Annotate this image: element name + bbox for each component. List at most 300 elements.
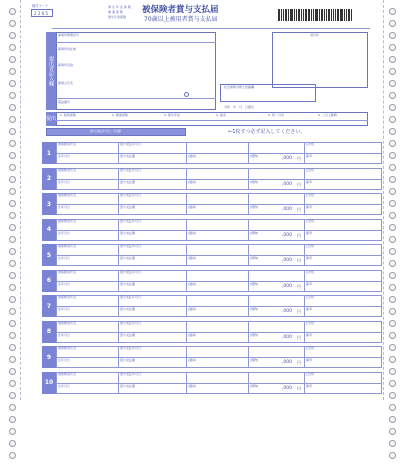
barcode-bar bbox=[294, 9, 295, 21]
row-col-line bbox=[304, 372, 305, 394]
barcode-bar bbox=[283, 9, 284, 21]
row-divider bbox=[56, 357, 382, 358]
left-feed-holes bbox=[9, 8, 17, 464]
row-divider bbox=[56, 179, 382, 180]
name-label: 被保険者氏名 bbox=[58, 218, 77, 223]
amount-label: 賞与支払額 bbox=[120, 205, 136, 209]
row-col-line bbox=[304, 168, 305, 190]
feed-hole bbox=[9, 272, 16, 279]
feed-hole bbox=[389, 56, 396, 63]
birth-label: 生年月日 bbox=[58, 383, 71, 388]
feed-hole bbox=[9, 92, 16, 99]
amount-label: 賞与支払額 bbox=[120, 332, 136, 337]
barcode-bar bbox=[315, 9, 318, 21]
barcode-bar bbox=[296, 9, 297, 21]
total-label: (合計) bbox=[306, 346, 315, 350]
row-col-line bbox=[186, 193, 187, 215]
birth-label: 生年月日 bbox=[58, 332, 71, 337]
feed-hole bbox=[389, 104, 396, 111]
option-2[interactable]: 2. 健康保険 bbox=[112, 113, 128, 117]
total-label: (合計) bbox=[306, 269, 315, 274]
currency-label: (通貨) bbox=[188, 179, 197, 184]
amount-unit: ,000 bbox=[282, 309, 293, 314]
owner-name-label: 事業主氏名 bbox=[58, 81, 74, 85]
row-number: 9 bbox=[42, 346, 56, 368]
currency-label: (通貨) bbox=[188, 358, 197, 362]
goods-label: (現物) bbox=[250, 307, 259, 311]
currency-label: (通貨) bbox=[188, 281, 197, 286]
row-number: 5 bbox=[42, 244, 56, 266]
total-label: (合計) bbox=[306, 193, 315, 197]
feed-hole bbox=[9, 56, 16, 63]
feed-hole bbox=[9, 284, 16, 291]
date-label: 賞与支払年月日 bbox=[120, 295, 142, 299]
row-number: 2 bbox=[42, 168, 56, 190]
feed-hole bbox=[389, 8, 396, 15]
barcode-bar bbox=[331, 9, 332, 21]
feed-hole bbox=[389, 80, 396, 87]
total-label: (合計) bbox=[306, 142, 315, 146]
barcode-bar bbox=[328, 9, 330, 21]
employee-row bbox=[42, 244, 382, 266]
feed-hole bbox=[389, 164, 396, 171]
barcode-bar bbox=[344, 9, 345, 21]
feed-hole bbox=[389, 284, 396, 291]
row-col-line bbox=[304, 244, 305, 266]
row-divider bbox=[56, 204, 382, 205]
options-divider bbox=[56, 120, 368, 121]
goods-label: (現物) bbox=[250, 383, 259, 388]
row-col-line bbox=[186, 346, 187, 368]
amount-unit: ,000 bbox=[282, 283, 293, 289]
barcode-bar bbox=[285, 9, 287, 21]
barcode-bar bbox=[326, 9, 327, 21]
feed-hole bbox=[9, 380, 16, 387]
yen-label: 円 bbox=[297, 385, 301, 391]
amount-unit: ,000 bbox=[282, 334, 293, 340]
amount-unit: ,000 bbox=[282, 385, 293, 391]
feed-hole bbox=[9, 164, 16, 171]
feed-hole bbox=[389, 272, 396, 279]
amount-unit: ,000 bbox=[282, 360, 293, 365]
office-symbol-label: 事業所整理記号 bbox=[58, 33, 80, 37]
currency-label: (通貨) bbox=[188, 205, 197, 209]
total-label: (合計) bbox=[306, 371, 315, 376]
yen-label: 円 bbox=[297, 258, 301, 263]
row-col-line bbox=[186, 219, 187, 241]
amount-unit: ,000 bbox=[282, 258, 293, 263]
left-perforation bbox=[20, 0, 21, 400]
feed-hole bbox=[389, 332, 396, 339]
feed-hole bbox=[9, 116, 16, 123]
row-divider bbox=[56, 383, 382, 384]
birth-label: 生年月日 bbox=[58, 281, 71, 286]
barcode-bar bbox=[335, 9, 336, 21]
feed-hole bbox=[389, 392, 396, 399]
total-label: (合計) bbox=[306, 244, 315, 248]
barcode-bar bbox=[305, 9, 307, 21]
row-col-line bbox=[248, 142, 249, 164]
total-label: (合計) bbox=[306, 320, 315, 325]
amount-unit: ,000 bbox=[282, 156, 293, 161]
feed-hole bbox=[389, 188, 396, 195]
row-number: 1 bbox=[42, 142, 56, 164]
row-col-line bbox=[248, 244, 249, 266]
birth-label: 生年月日 bbox=[58, 230, 71, 235]
feed-hole bbox=[9, 344, 16, 351]
row-col-line bbox=[304, 219, 305, 241]
employee-row bbox=[42, 168, 382, 190]
goods-label: (現物) bbox=[250, 154, 259, 158]
feed-hole bbox=[389, 200, 396, 207]
remarks-label: 備考 bbox=[306, 383, 313, 388]
feed-hole bbox=[9, 440, 16, 447]
feed-hole bbox=[389, 128, 396, 135]
currency-label: (通貨) bbox=[188, 383, 197, 388]
date-label: 賞与支払年月日 bbox=[120, 142, 142, 146]
yen-label: 円 bbox=[297, 181, 301, 187]
right-feed-holes bbox=[389, 8, 397, 464]
barcode-bar bbox=[290, 9, 293, 21]
authority-line-1: 厚 生 年 金 保 険 bbox=[108, 5, 131, 9]
employee-row bbox=[42, 193, 382, 215]
currency-label: (通貨) bbox=[188, 307, 197, 311]
row-number: 8 bbox=[42, 321, 56, 343]
phone-label: 電話番号 bbox=[58, 100, 71, 104]
feed-hole bbox=[9, 404, 16, 411]
employee-row bbox=[42, 372, 382, 394]
feed-hole bbox=[389, 452, 396, 459]
goods-label: (現物) bbox=[250, 281, 259, 286]
feed-hole bbox=[389, 404, 396, 411]
barcode-bar bbox=[301, 9, 302, 21]
feed-hole bbox=[389, 356, 396, 363]
row-col-line bbox=[186, 321, 187, 343]
barcode-bar bbox=[281, 9, 282, 21]
barcode-bar bbox=[351, 9, 352, 21]
row-divider bbox=[56, 281, 382, 282]
notice-text: ←1枚すつ必ず記入してください。 bbox=[228, 129, 306, 135]
row-col-line bbox=[118, 346, 119, 368]
feed-hole bbox=[9, 104, 16, 111]
barcode-bar bbox=[324, 9, 325, 21]
feed-hole bbox=[389, 44, 396, 51]
feed-hole bbox=[9, 140, 16, 147]
total-label: (合計) bbox=[306, 295, 315, 299]
feed-hole bbox=[389, 260, 396, 267]
feed-hole bbox=[9, 320, 16, 327]
feed-hole bbox=[389, 368, 396, 375]
remarks-label: 備考 bbox=[306, 281, 313, 286]
name-label: 被保険者氏名 bbox=[58, 167, 77, 172]
row-divider bbox=[56, 255, 382, 256]
yen-label: 円 bbox=[297, 309, 301, 314]
barcode-bar bbox=[348, 9, 350, 21]
feed-hole bbox=[389, 428, 396, 435]
submitter-band: 提出者記入欄 bbox=[46, 32, 56, 110]
date-label: 賞与支払年月日 bbox=[120, 269, 142, 274]
feed-hole bbox=[389, 440, 396, 447]
amount-label: 賞与支払額 bbox=[120, 256, 136, 260]
amount-unit: ,000 bbox=[282, 207, 293, 212]
feed-hole bbox=[9, 152, 16, 159]
feed-hole bbox=[9, 188, 16, 195]
remarks-label: 備考 bbox=[306, 358, 313, 362]
currency-label: (通貨) bbox=[188, 256, 197, 260]
feed-hole bbox=[389, 92, 396, 99]
submitter-divider-2 bbox=[56, 98, 216, 99]
row-col-line bbox=[304, 142, 305, 164]
row-col-line bbox=[186, 142, 187, 164]
feed-hole bbox=[389, 236, 396, 243]
date-label: 賞与支払年月日 bbox=[120, 193, 142, 197]
row-col-line bbox=[118, 321, 119, 343]
yen-label: 円 bbox=[297, 207, 301, 212]
barcode-bar bbox=[340, 9, 343, 21]
row-col-line bbox=[186, 270, 187, 292]
row-col-line bbox=[248, 193, 249, 215]
employee-row bbox=[42, 142, 382, 164]
remarks-label: 備考 bbox=[306, 332, 313, 337]
office-name-label: 事業所名称 bbox=[58, 63, 74, 67]
row-divider bbox=[56, 306, 382, 307]
total-label: (合計) bbox=[306, 218, 315, 223]
date-label: 賞与支払年月日 bbox=[120, 244, 142, 248]
row-col-line bbox=[248, 270, 249, 292]
row-divider bbox=[56, 153, 382, 154]
feed-hole bbox=[9, 356, 16, 363]
authority-line-3: 厚生年金保険 bbox=[108, 15, 127, 19]
birth-label: 生年月日 bbox=[58, 179, 71, 184]
feed-hole bbox=[9, 452, 16, 459]
row-col-line bbox=[118, 168, 119, 190]
name-label: 被保険者氏名 bbox=[58, 269, 77, 274]
row-col-line bbox=[118, 193, 119, 215]
barcode-bar bbox=[321, 9, 323, 21]
row-col-line bbox=[304, 346, 305, 368]
row-col-line bbox=[304, 321, 305, 343]
row-col-line bbox=[186, 168, 187, 190]
row-divider bbox=[56, 230, 382, 231]
row-col-line bbox=[118, 372, 119, 394]
goods-label: (現物) bbox=[250, 205, 259, 209]
row-col-line bbox=[118, 295, 119, 317]
amount-unit: ,000 bbox=[282, 232, 293, 238]
feed-hole bbox=[389, 320, 396, 327]
row-col-line bbox=[248, 295, 249, 317]
row-col-line bbox=[118, 270, 119, 292]
barcode-bar bbox=[298, 9, 300, 21]
row-col-line bbox=[248, 372, 249, 394]
feed-hole bbox=[9, 308, 16, 315]
name-label: 被保険者氏名 bbox=[58, 346, 77, 350]
option-6[interactable]: 6. 二以上勤務 bbox=[318, 113, 337, 117]
date-label: 賞与支払年月日 bbox=[120, 346, 142, 350]
birth-label: 生年月日 bbox=[58, 154, 71, 158]
currency-label: (通貨) bbox=[188, 332, 197, 337]
feed-hole bbox=[389, 224, 396, 231]
feed-hole bbox=[9, 392, 16, 399]
feed-hole bbox=[9, 44, 16, 51]
date-label: 賞与支払年月日 bbox=[120, 371, 142, 376]
row-col-line bbox=[248, 219, 249, 241]
feed-hole bbox=[9, 8, 16, 15]
feed-hole bbox=[389, 248, 396, 255]
name-label: 被保険者氏名 bbox=[58, 142, 77, 146]
total-label: (合計) bbox=[306, 167, 315, 172]
feed-hole bbox=[9, 20, 16, 27]
form-title: 被保険者賞与支払届 bbox=[142, 5, 219, 15]
amount-label: 賞与支払額 bbox=[120, 383, 136, 388]
currency-label: (通貨) bbox=[188, 230, 197, 235]
feed-hole bbox=[9, 68, 16, 75]
feed-hole bbox=[389, 152, 396, 159]
feed-hole bbox=[9, 212, 16, 219]
feed-hole bbox=[9, 176, 16, 183]
remarks-label: 備考 bbox=[306, 154, 313, 158]
remarks-label: 備考 bbox=[306, 307, 313, 311]
receipt-label: 受付印 bbox=[310, 33, 320, 37]
submitter-divider-1 bbox=[56, 42, 216, 43]
options-band: 提出 bbox=[46, 112, 56, 126]
amount-label: 賞与支払額 bbox=[120, 179, 136, 184]
feed-hole bbox=[9, 80, 16, 87]
office-address-label: 事業所所在地 bbox=[58, 47, 77, 51]
feed-hole bbox=[389, 212, 396, 219]
name-label: 被保険者氏名 bbox=[58, 371, 77, 376]
name-label: 被保険者氏名 bbox=[58, 244, 77, 248]
barcode-bar bbox=[303, 9, 304, 21]
feed-hole bbox=[389, 68, 396, 75]
feed-hole bbox=[9, 296, 16, 303]
option-3[interactable]: 3. 厚生年金 bbox=[164, 113, 180, 117]
barcode-bar bbox=[311, 9, 312, 21]
authority-line-2: 健 康 保 険 bbox=[108, 10, 123, 14]
goods-label: (現物) bbox=[250, 332, 259, 337]
remarks-label: 備考 bbox=[306, 230, 313, 235]
yen-label: 円 bbox=[297, 360, 301, 365]
row-col-line bbox=[118, 244, 119, 266]
feed-hole bbox=[9, 332, 16, 339]
employee-row bbox=[42, 270, 382, 292]
bonus-date-label: 賞与支払年月日（共通） bbox=[90, 129, 124, 133]
goods-label: (現物) bbox=[250, 358, 259, 362]
date-label: 賞与支払年月日 bbox=[120, 167, 142, 172]
feed-hole bbox=[389, 32, 396, 39]
code-value: 2 2 6 5 bbox=[34, 11, 48, 16]
seal-mark bbox=[184, 92, 189, 97]
name-label: 被保険者氏名 bbox=[58, 193, 77, 197]
amount-label: 賞与支払額 bbox=[120, 307, 136, 311]
form-subtitle: 70歳以上被用者賞与支払届 bbox=[144, 16, 218, 23]
date-label: 賞与支払年月日 bbox=[120, 218, 142, 223]
employee-row bbox=[42, 295, 382, 317]
remarks-label: 備考 bbox=[306, 205, 313, 209]
barcode-bar bbox=[337, 9, 339, 21]
amount-label: 賞与支払額 bbox=[120, 154, 136, 158]
yen-label: 円 bbox=[297, 334, 301, 340]
feed-hole bbox=[9, 128, 16, 135]
option-1[interactable]: 1. 船員保険 bbox=[60, 113, 76, 117]
employee-row bbox=[42, 346, 382, 368]
bonus-payment-form bbox=[28, 4, 382, 396]
receipt-stamp-box bbox=[272, 32, 368, 88]
row-col-line bbox=[186, 372, 187, 394]
feed-hole bbox=[389, 416, 396, 423]
goods-label: (現物) bbox=[250, 256, 259, 260]
row-col-line bbox=[118, 219, 119, 241]
birth-label: 生年月日 bbox=[58, 256, 71, 260]
barcode-bar bbox=[333, 9, 334, 21]
row-number: 7 bbox=[42, 295, 56, 317]
amount-unit: ,000 bbox=[282, 181, 293, 187]
employee-row bbox=[42, 219, 382, 241]
feed-hole bbox=[9, 224, 16, 231]
ruler-line bbox=[52, 28, 370, 29]
feed-hole bbox=[389, 20, 396, 27]
amount-label: 賞与支払額 bbox=[120, 358, 136, 362]
yen-label: 円 bbox=[297, 232, 301, 238]
feed-hole bbox=[9, 416, 16, 423]
birth-label: 生年月日 bbox=[58, 205, 71, 209]
feed-hole bbox=[389, 116, 396, 123]
barcode-bar bbox=[346, 9, 347, 21]
row-number: 6 bbox=[42, 270, 56, 292]
row-number: 4 bbox=[42, 219, 56, 241]
feed-hole bbox=[389, 308, 396, 315]
row-col-line bbox=[248, 168, 249, 190]
submit-date-label: 令和 年 月 日提出 bbox=[224, 105, 255, 109]
row-col-line bbox=[118, 142, 119, 164]
remarks-label: 備考 bbox=[306, 256, 313, 260]
row-col-line bbox=[186, 244, 187, 266]
barcode-bar bbox=[288, 9, 289, 21]
feed-hole bbox=[389, 344, 396, 351]
row-col-line bbox=[186, 295, 187, 317]
row-number: 3 bbox=[42, 193, 56, 215]
feed-hole bbox=[9, 248, 16, 255]
feed-hole bbox=[9, 32, 16, 39]
sharoushi-label: 社会保険労務士記載欄 bbox=[224, 85, 255, 89]
yen-label: 円 bbox=[297, 156, 301, 161]
birth-label: 生年月日 bbox=[58, 307, 71, 311]
option-4[interactable]: 4. 基金 bbox=[216, 113, 226, 117]
yen-label: 円 bbox=[297, 283, 301, 289]
currency-label: (通貨) bbox=[188, 154, 197, 158]
feed-hole bbox=[9, 200, 16, 207]
option-5[interactable]: 5. 同一月内 bbox=[268, 113, 284, 117]
birth-label: 生年月日 bbox=[58, 358, 71, 362]
goods-label: (現物) bbox=[250, 179, 259, 184]
row-number: 10 bbox=[42, 372, 56, 394]
feed-hole bbox=[389, 380, 396, 387]
feed-hole bbox=[9, 368, 16, 375]
name-label: 被保険者氏名 bbox=[58, 320, 77, 325]
amount-label: 賞与支払額 bbox=[120, 230, 136, 235]
row-col-line bbox=[248, 321, 249, 343]
name-label: 被保険者氏名 bbox=[58, 295, 77, 299]
row-col-line bbox=[304, 193, 305, 215]
right-perforation bbox=[383, 0, 384, 400]
remarks-label: 備考 bbox=[306, 179, 313, 184]
amount-label: 賞与支払額 bbox=[120, 281, 136, 286]
code-label: 様式コード bbox=[32, 4, 48, 8]
feed-hole bbox=[389, 140, 396, 147]
row-divider bbox=[56, 332, 382, 333]
feed-hole bbox=[9, 260, 16, 267]
goods-label: (現物) bbox=[250, 230, 259, 235]
feed-hole bbox=[389, 176, 396, 183]
